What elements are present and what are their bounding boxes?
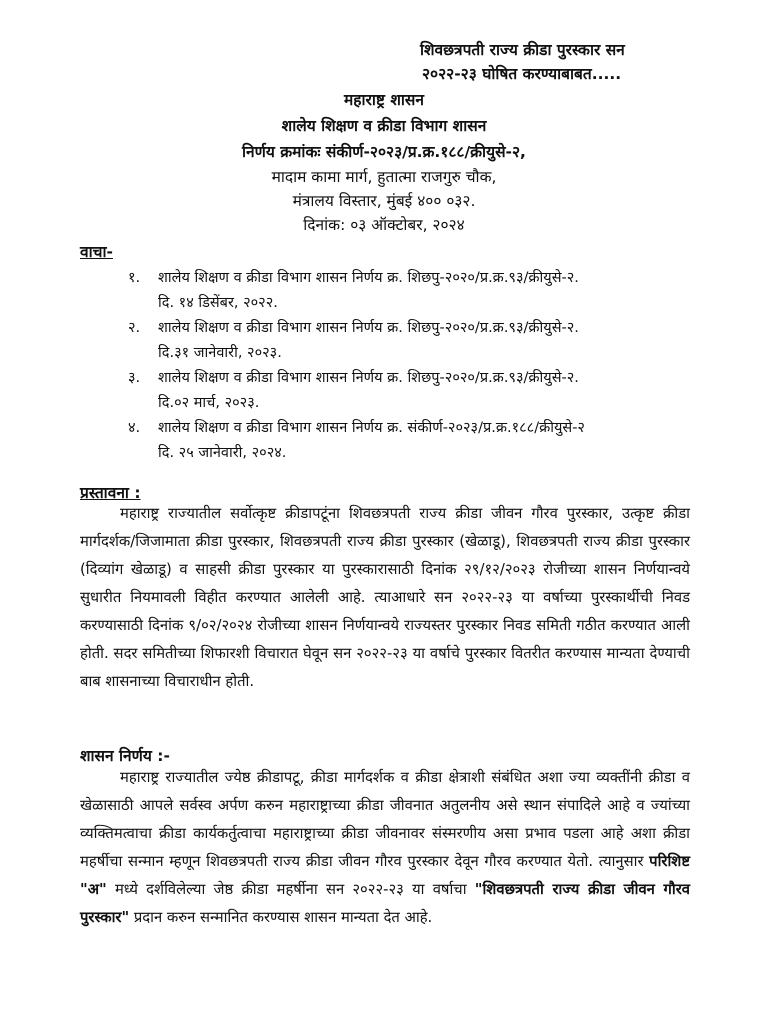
reference-item bbox=[128, 266, 688, 316]
reference-line-2: दि.०२ मार्च, २०२३. bbox=[158, 395, 260, 411]
award-name: "शिवछत्रपती राज्य क्रीडा जीवन गौरव पुरस्कार" bbox=[80, 881, 690, 926]
reference-number: ४. bbox=[128, 420, 141, 436]
preamble-paragraph: महाराष्ट्र राज्यातील सर्वोत्कृष्ट क्रीडापटूंना शिवछत्रपती राज्य क्रीडा जीवन गौरव पुरस्कार, उत्कृष्ट क्रीडा मार्गदर्शक/जिजामाता क्रीडा पुरस्कार, शिवछत्रपती राज्य क्रीडा पुरस्कार (खेळाडू), शिवछत्रपती राज्य क्रीडा पुरस्कार (दिव्यांग खेळाडू) व साहसी क्रीडा पुरस्कार या पुरस्कारासाठी दिनांक २९/१२/२०२३ रोजीच्या शासन निर्णयान्वये सुधारीत नियमावली विहीत करण्यात आलेली आहे. त्याआधारे सन २०२२-२३ या वर्षाच्या पुरस्कार्थीची निवड करण्यासाठी दिनांक ९/०२/२०२४ रोजीच्या शासन निर्णयान्वये राज्यस्तर पुरस्कार निवड समिती गठीत करण्यात आली होती. सदर समितीच्या शिफारशी विचारात घेवून सन २०२२-२३ या वर्षाचे पुरस्कार वितरीत करण्यास मान्यता देण्याची बाब शासनाच्या विचाराधीन होती. bbox=[80, 505, 690, 690]
reference-line-1: शालेय शिक्षण व क्रीडा विभाग शासन निर्णय क्र. संकीर्ण-२०२३/प्र.क्र.१८८/क्रीयुसे-२ bbox=[158, 420, 585, 436]
reference-number: १. bbox=[128, 270, 141, 286]
gr-date: दिनांक: ०३ ऑक्टोबर, २०२४ bbox=[303, 216, 465, 234]
reference-item bbox=[128, 366, 688, 416]
reference-line-1: शालेय शिक्षण व क्रीडा विभाग शासन निर्णय क्र. शिछपु-२०२०/प्र.क्र.९३/क्रीयुसे-२. bbox=[158, 370, 579, 386]
reference-line-2: दि.३१ जानेवारी, २०२३. bbox=[158, 345, 282, 361]
appendix-reference: परिशिष्ट "अ" bbox=[80, 853, 690, 898]
decision-text-2: मध्ये दर्शविलेल्या जेष्ठ क्रीडा महर्षीना सन २०२२-२३ या वर्षाचा bbox=[106, 881, 475, 898]
address-line-1: मादाम कामा मार्ग, हुतात्मा राजगुरु चौक, bbox=[271, 168, 497, 186]
reference-line-1: शालेय शिक्षण व क्रीडा विभाग शासन निर्णय क्र. शिछपु-२०२०/प्र.क्र.९३/क्रीयुसे-२. bbox=[158, 320, 579, 336]
decision-text-3: प्रदान करुन सन्मानित करण्यास शासन मान्यता देत आहे. bbox=[129, 909, 433, 926]
decision-paragraph bbox=[80, 764, 690, 932]
decision-title: शासन निर्णय :- bbox=[80, 747, 170, 765]
subject-heading bbox=[420, 38, 750, 86]
reference-line-2: दि. १४ डिसेंबर, २०२२. bbox=[158, 295, 278, 311]
preamble-title: प्रस्तावना : bbox=[80, 484, 141, 502]
reference-line-1: शालेय शिक्षण व क्रीडा विभाग शासन निर्णय क्र. शिछपु-२०२०/प्र.क्र.९३/क्रीयुसे-२. bbox=[158, 270, 579, 286]
decision-text-1: महाराष्ट्र राज्यातील ज्येष्ठ क्रीडापटू, क्रीडा मार्गदर्शक व क्रीडा क्षेत्राशी संबंधित अशा ज्या व्यक्तींनी क्रीडा व खेळासाठी आपले सर्वस्व अर्पण करुन महाराष्ट्राच्या क्रीडा जीवनात अतुलनीय असे स्थान संपादिले आहे व ज्यांच्या व्यक्तिमत्वाचा क्रीडा कार्यकर्तुत्वाचा महाराष्ट्राच्या क्रीडा जीवनावर संस्मरणीय असा प्रभाव पडला आहे अशा क्रीडा महर्षीचा सन्मान म्हणून शिवछत्रपती राज्य क्रीडा जीवन गौरव पुरस्कार देवून गौरव करण्यात येतो. त्यानुसार bbox=[80, 769, 690, 870]
department-title: शालेय शिक्षण व क्रीडा विभाग शासन bbox=[281, 117, 487, 135]
references-list bbox=[128, 266, 688, 466]
reference-line-2: दि. २५ जानेवारी, २०२४. bbox=[158, 445, 287, 461]
subject-line-1: शिवछत्रपती राज्य क्रीडा पुरस्कार सन bbox=[420, 41, 625, 59]
govt-title: महाराष्ट्र शासन bbox=[344, 91, 424, 109]
reference-number: २. bbox=[128, 320, 141, 336]
address-line-2: मंत्रालय विस्तार, मुंबई ४०० ०३२. bbox=[292, 192, 476, 210]
subject-line-2: २०२२-२३ घोषित करण्याबाबत..... bbox=[422, 65, 622, 83]
gr-number: निर्णय क्रमांकः संकीर्ण-२०२३/प्र.क्र.१८८/क्रीयुसे-२, bbox=[242, 143, 526, 161]
reference-number: ३. bbox=[128, 370, 141, 386]
reference-item bbox=[128, 316, 688, 366]
references-title: वाचा- bbox=[80, 243, 113, 261]
reference-item bbox=[128, 416, 688, 466]
